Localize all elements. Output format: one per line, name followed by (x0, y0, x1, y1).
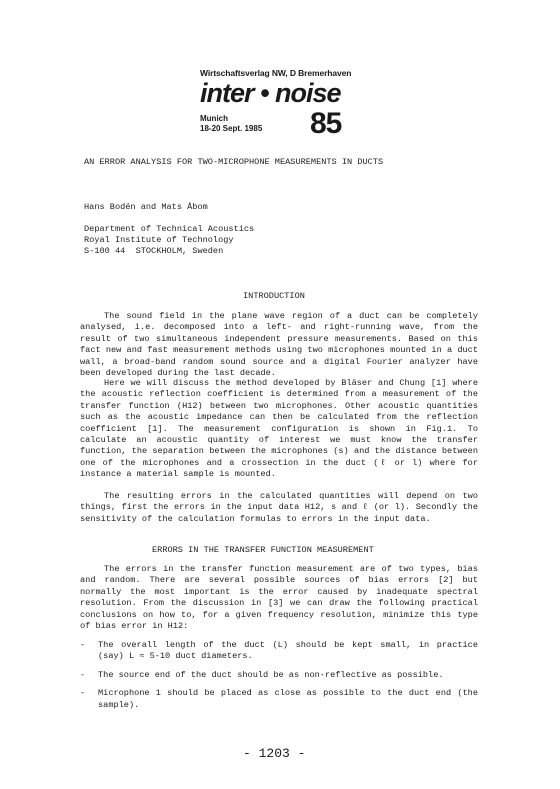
paragraph-text: The errors in the transfer function measurement are of two types, bias and random. There are several possible sources of bias errors [2] but normally the most important is the error caused by inadequate spectral resolution. From the discussion in [3] we can draw the following practical conclusions on how to, for a given frequency resolution, minimize this type of bias error in H12: (80, 564, 478, 632)
conference-year: 85 (310, 107, 342, 140)
publisher-line: Wirtschaftsverlag NW, D Bremerhaven (200, 68, 352, 78)
paper-authors: Hans Bodén and Mats Åbom (84, 202, 208, 212)
body-paragraph (80, 564, 478, 632)
affiliation-line: Department of Technical Acoustics (84, 224, 255, 234)
dash-bullet-icon: - (80, 640, 86, 650)
list-item-text: The overall length of the duct (L) should be kept small, in practice (say) L ≈ 5-10 duct diameters. (98, 640, 478, 662)
conference-city: Munich (200, 114, 228, 123)
paper-title: AN ERROR ANALYSIS FOR TWO-MICROPHONE MEASUREMENTS IN DUCTS (84, 157, 384, 167)
list-item-text: Microphone 1 should be placed as close as possible to the duct end (the sample). (98, 688, 478, 710)
paragraph-text: The sound field in the plane wave region of a duct can be completely analysed, i.e. decomposed into a left- and right-running wave, from the result of two simultaneous independent pressure measurements. Based on this fact new and fast measurement methods using two microphones mounted in a duct wall, a broad-band random sound source and a digital Fourier analyzer have been developed during the last decade. (80, 311, 478, 379)
list-item (80, 688, 478, 711)
page-number: - 1203 - (243, 746, 306, 761)
section-heading-errors: ERRORS IN THE TRANSFER FUNCTION MEASUREMENT (152, 545, 374, 555)
list-item (80, 640, 478, 663)
affiliation-line: S-100 44 STOCKHOLM, Sweden (84, 246, 224, 256)
body-paragraph (80, 491, 478, 525)
list-item (80, 670, 478, 681)
list-item-text: The source end of the duct should be as non-reflective as possible. (98, 669, 444, 680)
dash-bullet-icon: - (80, 688, 86, 699)
body-paragraph (80, 378, 478, 481)
dash-bullet-icon: - (80, 669, 86, 680)
bullet-list (80, 640, 478, 718)
conference-logo: inter • noise (200, 78, 341, 108)
affiliation-line: Royal Institute of Technology (84, 235, 234, 245)
conference-masthead (200, 68, 360, 148)
body-paragraph (80, 311, 478, 379)
conference-dates: 18-20 Sept. 1985 (200, 124, 263, 133)
paragraph-text: The resulting errors in the calculated quantities will depend on two things, first the errors in the input data H12, s and ℓ (or l). Secondly the sensitivity of the calculation formulas to errors in the input data. (80, 491, 478, 524)
paragraph-text: Here we will discuss the method developed by Bläser and Chung [1] where the acoustic reflection coefficient is determined from a measurement of the transfer function (H12) between two microphones. Other acoustic quantities such as the acoustic impedance can then be calculated from the reflection coefficient [1]. The measurement configuration is shown in Fig.1. To calculate an acoustic quantity of interest we must know the transfer function, the separation between the microphones (s) and the distance between one of the microphones and a crossection in the duct (ℓ or l) where for instance a material sample is mounted. (80, 378, 478, 480)
section-heading-introduction: INTRODUCTION (243, 291, 305, 301)
